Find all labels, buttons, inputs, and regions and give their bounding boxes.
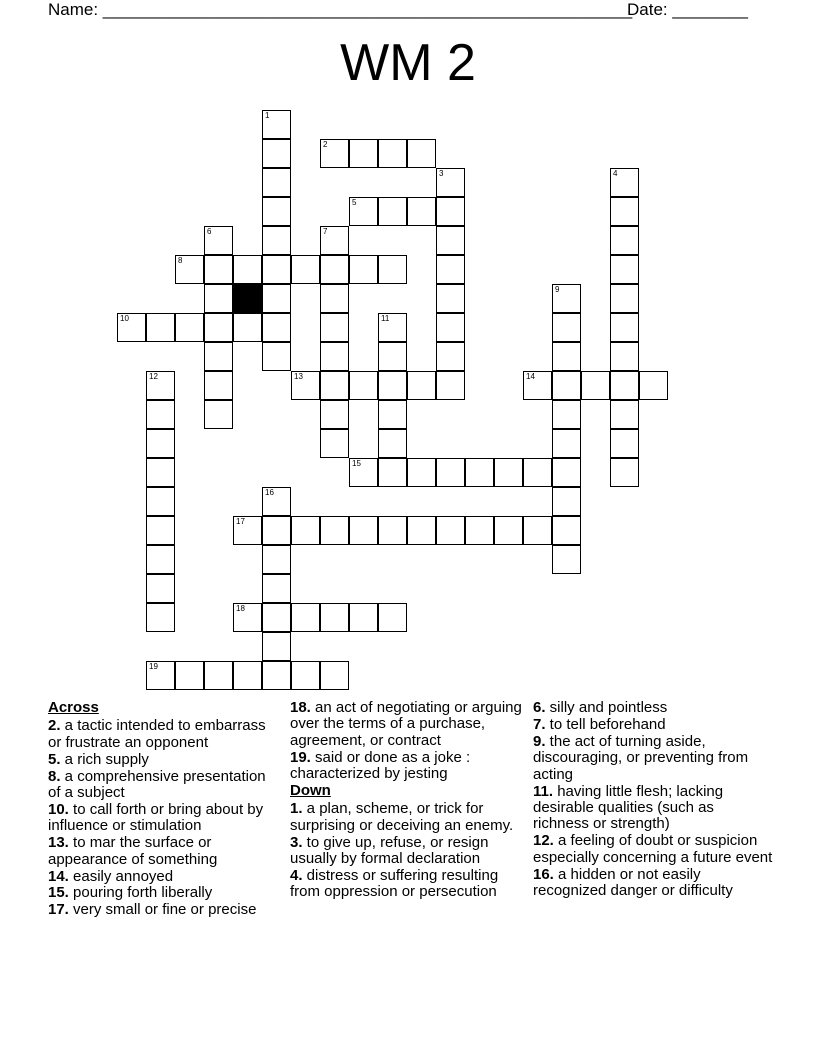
grid-cell[interactable] [262, 226, 291, 255]
grid-cell[interactable] [378, 516, 407, 545]
grid-cell[interactable] [204, 342, 233, 371]
grid-cell[interactable] [320, 342, 349, 371]
grid-cell[interactable] [436, 458, 465, 487]
clue-text: to call forth or bring about by influence or stimulation [48, 800, 264, 835]
grid-cell[interactable] [262, 197, 291, 226]
grid-cell[interactable] [610, 371, 639, 400]
grid-cell[interactable] [552, 371, 581, 400]
clue-text: an act of negotiating or arguing over the terms of a purchase, agreement, or contract [290, 699, 522, 749]
clue-text: a hidden or not easily recognized danger or difficulty [533, 865, 733, 899]
grid-cell[interactable] [262, 545, 291, 574]
clue-item [48, 752, 278, 768]
grid-cell[interactable] [378, 400, 407, 429]
date-line: Date: ________ [627, 0, 748, 19]
grid-cell[interactable] [349, 371, 378, 400]
grid-cell[interactable] [349, 458, 378, 487]
clue-item [290, 868, 522, 901]
grid-cell[interactable] [320, 429, 349, 458]
grid-cell[interactable] [552, 458, 581, 487]
grid-cell[interactable] [494, 458, 523, 487]
clue-text: a feeling of doubt or suspicion especially concerning a future event [533, 832, 773, 866]
grid-cell[interactable] [233, 313, 262, 342]
grid-cell[interactable] [233, 603, 262, 632]
clue-item [533, 833, 773, 866]
clue-column-1 [48, 700, 278, 919]
grid-cell[interactable] [378, 313, 407, 342]
grid-cell[interactable] [436, 255, 465, 284]
clue-number-label: 6. [533, 699, 546, 716]
grid-cell[interactable] [436, 226, 465, 255]
clue-item [533, 867, 773, 900]
clue-number-label: 1. [290, 800, 303, 818]
grid-cell[interactable] [436, 516, 465, 545]
grid-cell[interactable] [436, 371, 465, 400]
grid-cell[interactable] [233, 516, 262, 545]
grid-cell[interactable] [146, 487, 175, 516]
clue-number-label: 7. [533, 715, 546, 733]
grid-cell[interactable] [639, 371, 668, 400]
grid-cell[interactable] [262, 632, 291, 661]
grid-cell[interactable] [552, 429, 581, 458]
clue-number-label: 4. [290, 867, 303, 885]
clue-text: to give up, refuse, or resign usually by formal declaration [290, 833, 489, 868]
clue-number: 13 [294, 372, 303, 381]
grid-cell[interactable] [610, 168, 639, 197]
grid-cell[interactable] [581, 371, 610, 400]
grid-cell[interactable] [494, 516, 523, 545]
clue-item [290, 700, 522, 749]
clue-item [533, 700, 773, 716]
clue-item [533, 734, 773, 783]
clue-text: the act of turning aside, discouraging, or preventing from acting [533, 732, 749, 783]
grid-cell[interactable] [610, 400, 639, 429]
clue-text: silly and pointless [545, 699, 668, 716]
grid-cell[interactable] [146, 661, 175, 690]
grid-cell[interactable] [523, 371, 552, 400]
clue-number: 5 [352, 198, 357, 207]
across-clue-list-continued [290, 700, 522, 783]
grid-cell[interactable] [262, 603, 291, 632]
grid-cell[interactable] [610, 197, 639, 226]
clue-column-2 [290, 700, 522, 901]
grid-cell[interactable] [552, 284, 581, 313]
grid-cell[interactable] [146, 603, 175, 632]
grid-cell[interactable] [610, 313, 639, 342]
grid-cell[interactable] [378, 255, 407, 284]
grid-cell[interactable] [523, 516, 552, 545]
clue-item [48, 869, 278, 885]
clue-item [533, 717, 773, 733]
grid-cell[interactable] [407, 197, 436, 226]
grid-cell[interactable] [407, 139, 436, 168]
page-title: WM 2 [340, 34, 476, 92]
grid-cell[interactable] [262, 110, 291, 139]
clue-number: 11 [381, 314, 390, 323]
grid-cell[interactable] [320, 603, 349, 632]
grid-cell[interactable] [146, 516, 175, 545]
grid-cell[interactable] [349, 197, 378, 226]
across-clue-list [48, 718, 278, 918]
grid-cell[interactable] [610, 458, 639, 487]
grid-cell[interactable] [552, 342, 581, 371]
clue-number-label: 5. [48, 750, 61, 768]
clue-number-label: 9. [533, 732, 546, 750]
grid-cell[interactable] [233, 661, 262, 690]
clue-number: 18 [236, 604, 245, 613]
clue-number: 3 [439, 169, 444, 178]
grid-cell[interactable] [320, 313, 349, 342]
grid-cell[interactable] [175, 661, 204, 690]
grid-cell[interactable] [610, 429, 639, 458]
grid-cell[interactable] [378, 429, 407, 458]
clue-number-label: 10. [48, 800, 69, 818]
clue-item [290, 750, 522, 783]
clue-number-label: 19. [290, 748, 311, 766]
clue-number-label: 15. [48, 884, 69, 902]
clue-text: distress or suffering resulting from oppression or persecution [290, 867, 499, 901]
clue-number: 7 [323, 227, 328, 236]
clue-item [48, 902, 278, 918]
grid-cell[interactable] [320, 226, 349, 255]
clue-text: very small or fine or precise [68, 901, 257, 919]
clue-column-3 [533, 700, 773, 900]
grid-cell[interactable] [407, 516, 436, 545]
grid-cell[interactable] [552, 545, 581, 574]
grid-cell[interactable] [262, 574, 291, 603]
clue-number: 4 [613, 169, 618, 178]
grid-cell[interactable] [552, 516, 581, 545]
clue-item [48, 769, 278, 802]
grid-cell[interactable] [117, 313, 146, 342]
grid-cell[interactable] [262, 342, 291, 371]
clue-number-label: 11. [533, 782, 554, 800]
blocked-cell [233, 284, 262, 313]
clue-number: 8 [178, 256, 183, 265]
clue-text: to tell beforehand [545, 715, 666, 733]
grid-cell[interactable] [175, 313, 204, 342]
grid-cell[interactable] [146, 545, 175, 574]
grid-cell[interactable] [262, 139, 291, 168]
grid-cell[interactable] [262, 284, 291, 313]
clue-number-label: 16. [533, 865, 554, 883]
clue-number: 16 [265, 488, 274, 497]
clue-text: to mar the surface or appearance of something [48, 834, 218, 868]
clue-number: 1 [265, 111, 270, 120]
grid-cell[interactable] [320, 371, 349, 400]
grid-cell[interactable] [233, 255, 262, 284]
down-heading: Down [290, 782, 331, 800]
grid-cell[interactable] [349, 603, 378, 632]
clue-number-label: 12. [533, 832, 554, 850]
grid-cell[interactable] [610, 284, 639, 313]
clue-number: 15 [352, 459, 361, 468]
grid-cell[interactable] [262, 255, 291, 284]
grid-cell[interactable] [552, 313, 581, 342]
grid-cell[interactable] [262, 487, 291, 516]
grid-cell[interactable] [146, 313, 175, 342]
clue-item [48, 885, 278, 901]
clue-number: 19 [149, 662, 158, 671]
clue-text: a tactic intended to embarrass or frustrate an opponent [48, 717, 266, 751]
across-heading: Across [48, 699, 99, 716]
clue-text: said or done as a joke : characterized by jesting [290, 748, 471, 783]
grid-cell[interactable] [262, 661, 291, 690]
grid-cell[interactable] [146, 400, 175, 429]
grid-cell[interactable] [262, 168, 291, 197]
grid-cell[interactable] [320, 255, 349, 284]
grid-cell[interactable] [378, 603, 407, 632]
grid-cell[interactable] [436, 168, 465, 197]
grid-cell[interactable] [262, 313, 291, 342]
grid-cell[interactable] [378, 197, 407, 226]
clue-text: pouring forth liberally [68, 884, 213, 902]
clue-text: a plan, scheme, or trick for surprising or deceiving an enemy. [290, 800, 514, 834]
clue-number-label: 3. [290, 833, 303, 851]
grid-cell[interactable] [204, 284, 233, 313]
down-clue-list-continued [533, 700, 773, 899]
clue-text: a rich supply [60, 750, 149, 768]
clue-number-label: 2. [48, 717, 61, 735]
down-clue-list [290, 801, 522, 900]
grid-cell[interactable] [146, 371, 175, 400]
grid-cell[interactable] [552, 400, 581, 429]
grid-cell[interactable] [436, 313, 465, 342]
grid-cell[interactable] [436, 197, 465, 226]
grid-cell[interactable] [291, 661, 320, 690]
clue-number-label: 17. [48, 901, 69, 919]
grid-cell[interactable] [320, 400, 349, 429]
clue-item [533, 784, 773, 833]
grid-cell[interactable] [465, 458, 494, 487]
grid-cell[interactable] [175, 255, 204, 284]
clue-number: 10 [120, 314, 129, 323]
clue-number-label: 13. [48, 834, 69, 852]
grid-cell[interactable] [465, 516, 494, 545]
grid-cell[interactable] [204, 371, 233, 400]
grid-cell[interactable] [146, 429, 175, 458]
grid-cell[interactable] [204, 661, 233, 690]
grid-cell[interactable] [291, 516, 320, 545]
clue-text: a comprehensive presentation of a subject [48, 767, 266, 802]
grid-cell[interactable] [204, 226, 233, 255]
grid-cell[interactable] [262, 516, 291, 545]
clue-number: 2 [323, 140, 328, 149]
grid-cell[interactable] [610, 255, 639, 284]
grid-cell[interactable] [349, 255, 378, 284]
clue-number: 6 [207, 227, 212, 236]
grid-cell[interactable] [291, 255, 320, 284]
grid-cell[interactable] [204, 255, 233, 284]
clue-number: 17 [236, 517, 245, 526]
grid-cell[interactable] [320, 516, 349, 545]
clue-text: having little flesh; lacking desirable qualities (such as richness or strength) [533, 782, 724, 833]
grid-cell[interactable] [407, 458, 436, 487]
clue-item [290, 801, 522, 834]
clue-number-label: 18. [290, 699, 311, 716]
grid-cell[interactable] [610, 342, 639, 371]
grid-cell[interactable] [291, 371, 320, 400]
grid-cell[interactable] [378, 342, 407, 371]
grid-cell[interactable] [204, 313, 233, 342]
clue-item [48, 802, 278, 835]
grid-cell[interactable] [436, 284, 465, 313]
grid-cell[interactable] [349, 516, 378, 545]
grid-cell[interactable] [146, 574, 175, 603]
grid-cell[interactable] [320, 139, 349, 168]
grid-cell[interactable] [320, 284, 349, 313]
grid-cell[interactable] [552, 487, 581, 516]
clue-number: 9 [555, 285, 560, 294]
grid-cell[interactable] [320, 661, 349, 690]
clue-number: 12 [149, 372, 158, 381]
grid-cell[interactable] [378, 458, 407, 487]
clue-number-label: 8. [48, 767, 61, 785]
grid-cell[interactable] [407, 371, 436, 400]
clue-item [48, 835, 278, 868]
name-line: Name: ________________________________________________________ [48, 0, 633, 19]
clue-item [290, 835, 522, 868]
grid-cell[interactable] [436, 342, 465, 371]
grid-cell[interactable] [523, 458, 552, 487]
grid-cell[interactable] [204, 400, 233, 429]
clue-number: 14 [526, 372, 535, 381]
grid-cell[interactable] [349, 139, 378, 168]
grid-cell[interactable] [378, 371, 407, 400]
clue-number-label: 14. [48, 867, 69, 885]
grid-cell[interactable] [610, 226, 639, 255]
clue-text: easily annoyed [68, 867, 174, 885]
clue-item [48, 718, 278, 751]
grid-cell[interactable] [291, 603, 320, 632]
grid-cell[interactable] [378, 139, 407, 168]
grid-cell[interactable] [146, 458, 175, 487]
